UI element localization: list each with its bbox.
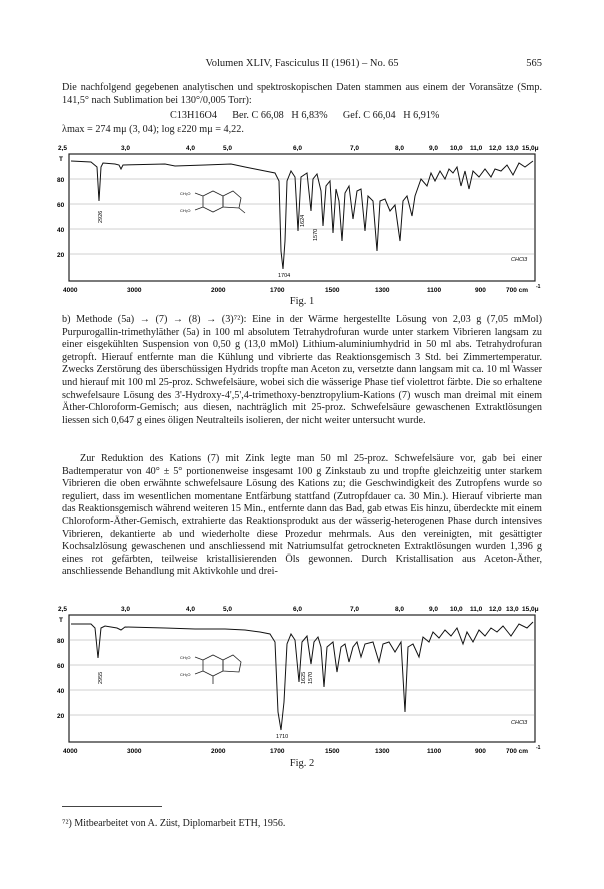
micron-tick: 12,0 xyxy=(489,145,502,152)
y-axis-labels xyxy=(57,617,65,720)
micron-tick: 8,0 xyxy=(395,606,405,613)
micron-tick: 5,0 xyxy=(223,145,233,152)
micron-tick: 12,0 xyxy=(489,606,502,613)
band-label: 1625 xyxy=(301,671,307,684)
wavenumber-tick: 1300 xyxy=(375,748,390,755)
reduction-text: Zur Reduktion des Kations (7) mit Zink legte man 50 ml 25-proz. Schwefelsäure vor, gab bei einer Badtemperatur von 40° ± 5° portionenweise insgesamt 100 g Zinkstaub zu und tropfte gleichzeitig unter starkem Vibrieren die oben erwähnte schwefelsaure Lösung des Kations zu; die Geschwindigkeit des Zutropfens wurde so reguliert, dass im wesentlichen momentane Entfärbung stattfand (Zutropfdauer ca. 30 Min.). Hierauf vibrierte man das Reaktionsgemisch während weiteren 15 Min., entfernte dann das Bad, gab etwas Eis hinzu, überdeckte mit einem Chloroform-Äther-Gemisch, extrahierte das Reaktionsprodukt aus der wässerig-heterogenen Phase durch intensives Vibrieren, dekantierte ab und wiederholte diese Prozedur mehrmals. Aus den vereinigten, mit gesättigter Kochsalzlösung gewaschenen und anschliessend mit Natriumsulfat getrockneten Extraktlösungen wurden 1,396 g eines rot gefärbten, teilweise kristallisierenden Öls gewonnen. Durch Kristallisation aus Aceton-Äther, anschliessende Behandlung mit Aktivkohle und drei- xyxy=(62,453,542,578)
wavenumber-tick: 1500 xyxy=(325,748,340,755)
band-labels xyxy=(98,672,314,740)
svg-text:CH₃O: CH₃O xyxy=(180,672,191,677)
micron-tick: 9,0 xyxy=(429,606,439,613)
ir-spectrum-fig1 xyxy=(55,141,545,301)
micron-tick: 6,0 xyxy=(293,606,303,613)
y-tick: T xyxy=(59,617,63,624)
micron-tick: 8,0 xyxy=(395,145,405,152)
y-tick: 20 xyxy=(57,252,65,259)
solvent-label: CHCl3 xyxy=(511,720,528,726)
micron-tick: 7,0 xyxy=(350,145,360,152)
wavenumber-unit-superscript: -1 xyxy=(536,745,541,751)
wavenumber-tick: 3000 xyxy=(127,748,142,755)
structure-labels xyxy=(180,655,191,677)
micron-tick: 15,0μ xyxy=(522,606,539,613)
band-label: 2926 xyxy=(98,210,104,223)
band-label: 1704 xyxy=(278,273,291,279)
micron-tick: 11,0 xyxy=(470,606,483,613)
structure-drawing xyxy=(195,655,241,684)
wavenumber-tick: 2000 xyxy=(211,287,226,294)
micron-tick: 3,0 xyxy=(121,145,131,152)
svg-text:CH₃O: CH₃O xyxy=(180,655,191,660)
wavenumber-tick: 1500 xyxy=(325,287,340,294)
micron-tick: 13,0 xyxy=(506,145,519,152)
micron-tick: 10,0 xyxy=(450,145,463,152)
micron-tick: 2,5 xyxy=(58,606,68,613)
wavenumber-tick: 700 cm xyxy=(506,287,529,294)
wavenumber-tick: 900 xyxy=(475,287,486,294)
y-tick: 60 xyxy=(57,202,65,209)
micron-tick: 4,0 xyxy=(186,145,196,152)
micron-tick: 2,5 xyxy=(58,145,68,152)
micron-tick: 9,0 xyxy=(429,145,439,152)
wavenumber-tick: 1300 xyxy=(375,287,390,294)
figure-caption-1: Fig. 1 xyxy=(289,296,315,307)
micron-tick: 11,0 xyxy=(470,145,483,152)
band-label: 1570 xyxy=(308,671,314,684)
y-axis-labels xyxy=(57,156,65,259)
found-values: Gef. C 66,04 H 6,91% xyxy=(342,110,440,121)
ir-spectrum-fig2 xyxy=(55,602,545,762)
wavenumber-tick: 4000 xyxy=(63,287,78,294)
svg-text:CH₃O: CH₃O xyxy=(180,191,191,196)
page-number: 565 xyxy=(526,58,542,69)
molecular-formula: C13H16O4 xyxy=(170,110,217,121)
intro-paragraph: Die nachfolgend gegebenen analytischen und spektroskopischen Daten stammen aus einem der Voransätze (Smp. 141,5° nach Sublimation bei 130°/0,005 Torr): xyxy=(62,82,542,106)
uv-data: λmax = 274 mμ (3, 04); log ε220 mμ = 4,22. xyxy=(62,124,244,135)
structure-labels xyxy=(180,191,191,213)
band-label: 1624 xyxy=(300,214,306,227)
band-label: 1710 xyxy=(276,734,289,740)
band-label: 1570 xyxy=(313,228,319,241)
wavenumber-tick: 700 cm xyxy=(506,748,529,755)
wavenumber-tick: 900 xyxy=(475,748,486,755)
wavenumber-tick: 1700 xyxy=(270,287,285,294)
micron-tick: 15,0μ xyxy=(522,145,539,152)
y-tick: 40 xyxy=(57,227,65,234)
micron-axis-labels xyxy=(58,145,539,152)
footnote: ⁷²) Mitbearbeitet von A. Züst, Diplomarbeit ETH, 1956. xyxy=(62,818,286,829)
footnote-rule xyxy=(62,806,162,807)
micron-tick: 6,0 xyxy=(293,145,303,152)
micron-tick: 7,0 xyxy=(350,606,360,613)
micron-axis-labels xyxy=(58,606,539,613)
reduction-paragraph xyxy=(62,453,542,579)
structure-drawing xyxy=(195,191,245,213)
micron-tick: 5,0 xyxy=(223,606,233,613)
analysis-line xyxy=(170,110,590,123)
micron-tick: 10,0 xyxy=(450,606,463,613)
figure-caption-2: Fig. 2 xyxy=(289,758,315,769)
y-tick: 20 xyxy=(57,713,65,720)
method-paragraph: b) Methode (5a) → (7) → (8) → (3)⁷²): Eine in der Wärme hergestellte Lösung von 2,03 g (7,05 mMol) Purpurogallin-trimethyläther (5a) in 100 ml absolutem Tetrahydrofuran wurde unter starkem Vibrieren langsam zu einer eisgekühlten Suspension von 0,50 g (13,0 mMol) Lithium-aluminiumhydrid in 50 ml abs. Tetrahydrofuran getropft. Hierauf entfernte man die Kühlung und vibrierte das Reaktionsgemisch 3 Std. bei Zimmertemperatur. Zwecks Zerstörung des überschüssigen Hydrids tropfte man Aceton zu, versetzte dann langsam mit ca. 10 ml Wasser und hierauf mit 100 ml 25-proz. Schwefelsäure, wobei sich die wässerige Phase tief violettrot färbte. Die so erhaltene schwefelsaure Lösung des 3'-Hydroxy-4',5',4-trimethoxy-benztropylium-Kations (7) wusch man dreimal mit einem Äther-Chloroform-Gemisch; aus diesen, nachträglich mit 25-proz. Schwefelsäure gewaschenen Extraktlösungen liessen sich 0,647 g eines öligen Neutralteils isolieren, der nicht weiter untersucht wurde. xyxy=(62,314,542,426)
micron-tick: 13,0 xyxy=(506,606,519,613)
micron-tick: 4,0 xyxy=(186,606,196,613)
y-tick: 40 xyxy=(57,688,65,695)
solvent-label: CHCl3 xyxy=(511,257,528,263)
y-tick: 80 xyxy=(57,638,65,645)
calculated-values: Ber. C 66,08 H 6,83% xyxy=(232,110,328,121)
micron-tick: 3,0 xyxy=(121,606,131,613)
y-tick: 60 xyxy=(57,663,65,670)
wavenumber-tick: 1100 xyxy=(427,748,442,755)
wavenumber-tick: 2000 xyxy=(211,748,226,755)
svg-text:CH₃O: CH₃O xyxy=(180,208,191,213)
wavenumber-unit-superscript: -1 xyxy=(536,284,541,290)
running-title: Volumen XLIV, Fasciculus II (1961) – No. 65 xyxy=(205,58,399,69)
wavenumber-axis-labels xyxy=(63,284,541,294)
y-tick: 80 xyxy=(57,177,65,184)
band-label: 2955 xyxy=(98,671,104,684)
wavenumber-axis-labels xyxy=(63,745,541,755)
wavenumber-tick: 1100 xyxy=(427,287,442,294)
wavenumber-tick: 4000 xyxy=(63,748,78,755)
wavenumber-tick: 1700 xyxy=(270,748,285,755)
y-tick: T xyxy=(59,156,63,163)
wavenumber-tick: 3000 xyxy=(127,287,142,294)
